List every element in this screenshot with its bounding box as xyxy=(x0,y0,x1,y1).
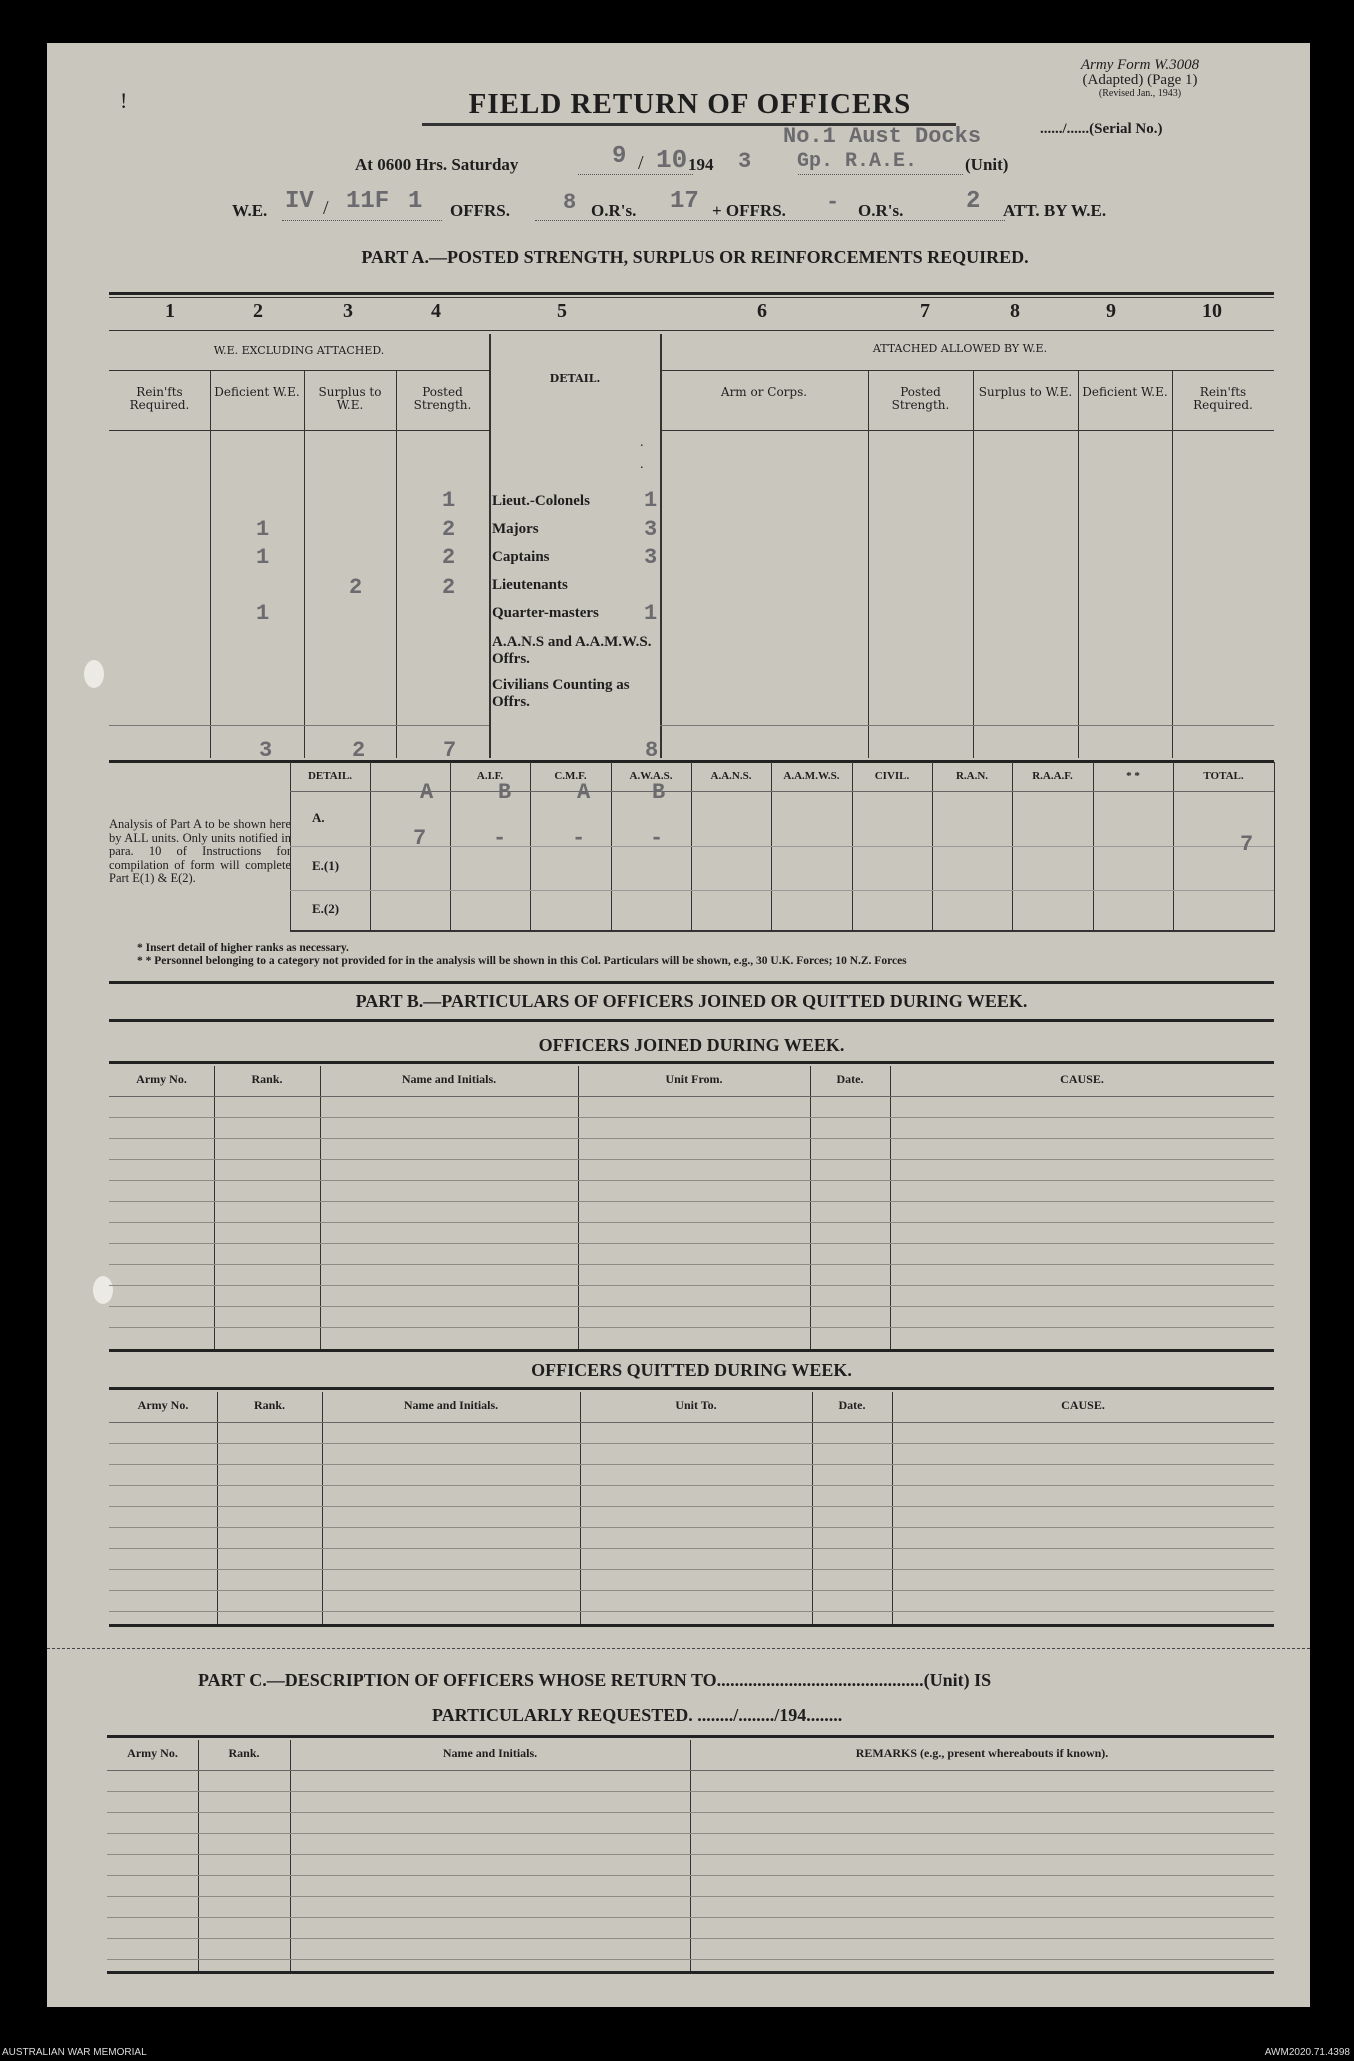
col-divider xyxy=(1078,370,1079,758)
analysis-header-rule xyxy=(290,791,1274,792)
col-divider xyxy=(304,370,305,758)
table-row-line xyxy=(109,1138,1274,1139)
posted-lieutenants: 2 xyxy=(442,575,456,600)
analysis-divider xyxy=(1274,762,1275,932)
column-number: 10 xyxy=(1202,300,1222,322)
rank-lieutenants: Lieutenants xyxy=(492,577,568,593)
posted-ltcol: 1 xyxy=(442,488,456,513)
group-left-label: W.E. EXCLUDING ATTACHED. xyxy=(213,344,385,357)
total-detail: 8 xyxy=(645,738,659,763)
punch-hole xyxy=(93,1276,113,1304)
year-prefix: 194 xyxy=(688,155,714,174)
table-header-rule xyxy=(109,1096,1274,1097)
form-adapted: (Adapted) (Page 1) xyxy=(1082,72,1198,88)
table-divider xyxy=(578,1066,579,1350)
analysis-value: - xyxy=(493,826,507,851)
col-divider xyxy=(489,334,491,758)
column-number: 9 xyxy=(1106,300,1116,322)
footnote-1: * Insert detail of higher ranks as necessary. xyxy=(137,942,349,954)
subtotal-rule xyxy=(109,725,489,726)
posted-majors: 2 xyxy=(442,517,456,542)
rank-aans: A.A.N.S and A.A.M.W.S. Offrs. xyxy=(492,634,652,667)
part-b-title: PART B.—PARTICULARS OF OFFICERS JOINED OR QUITTED DURING WEEK. xyxy=(355,991,1028,1011)
date-month: 10 xyxy=(656,145,688,175)
date-day: 9 xyxy=(612,143,627,170)
col-divider xyxy=(210,370,211,758)
analysis-divider xyxy=(932,762,933,932)
analysis-letter: B xyxy=(652,780,666,805)
column-number: 8 xyxy=(1010,300,1020,322)
plus-offrs-label: + OFFRS. xyxy=(712,201,786,220)
table-header: REMARKS (e.g., present whereabouts if known). xyxy=(855,1746,1109,1760)
we-dots xyxy=(282,220,442,221)
archive-credit: AUSTRALIAN WAR MEMORIAL xyxy=(2,2047,147,2058)
archive-id: AWM2020.71.4398 xyxy=(1264,2047,1350,2058)
analysis-divider xyxy=(290,762,291,932)
left-header-rule xyxy=(109,430,489,431)
year-digit: 3 xyxy=(738,149,752,174)
table-row-line xyxy=(109,1285,1274,1286)
analysis-header: R.A.N. xyxy=(955,770,989,782)
colnum-rule xyxy=(109,330,1274,331)
analysis-value: - xyxy=(572,826,586,851)
analysis-bottom-rule xyxy=(290,930,1274,932)
offrs-label: OFFRS. xyxy=(450,201,510,220)
we-value-a: IV xyxy=(285,188,314,215)
analysis-divider xyxy=(450,762,451,932)
column-header: Rein'fts Required. xyxy=(1193,385,1253,412)
right-header-rule xyxy=(660,430,1274,431)
rank-majors: Majors xyxy=(492,521,539,537)
ors2-value: 2 xyxy=(966,188,981,215)
table-row-line xyxy=(109,1201,1274,1202)
analysis-divider xyxy=(852,762,853,932)
table-header-rule xyxy=(109,1422,1274,1423)
analysis-divider xyxy=(530,762,531,932)
table-header: Name and Initials. xyxy=(401,1072,497,1086)
column-number: 4 xyxy=(431,300,441,322)
analysis-row-rule xyxy=(290,890,1274,891)
table-row-line xyxy=(107,1959,1274,1960)
table-row-line xyxy=(109,1485,1274,1486)
part-c-title: PART C.—DESCRIPTION OF OFFICERS WHOSE RETURN TO..............................................(Unit) IS xyxy=(198,1670,992,1690)
table-row-line xyxy=(107,1791,1274,1792)
analysis-divider xyxy=(691,762,692,932)
posted-captains: 2 xyxy=(442,545,456,570)
we-slash: / xyxy=(323,197,329,219)
table-divider xyxy=(214,1066,215,1350)
table-row-line xyxy=(109,1443,1274,1444)
quitted-title: OFFICERS QUITTED DURING WEEK. xyxy=(531,1360,852,1380)
column-header: Arm or Corps. xyxy=(720,385,808,399)
form-id xyxy=(1040,58,1240,100)
table-row-line xyxy=(109,1306,1274,1307)
left-group-rule xyxy=(109,370,489,371)
analysis-divider xyxy=(771,762,772,932)
table-header: Rank. xyxy=(251,1072,283,1086)
analysis-header: A.I.F. xyxy=(476,770,504,782)
dot-markers: . . xyxy=(640,435,644,472)
table-row-line xyxy=(109,1590,1274,1591)
quitted-bottom-rule xyxy=(109,1624,1274,1627)
rank-captains: Captains xyxy=(492,549,550,565)
analysis-header: A.W.A.S. xyxy=(629,770,673,782)
analysis-total: 7 xyxy=(1240,832,1254,857)
deficient-captains: 1 xyxy=(256,545,270,570)
col-divider xyxy=(1172,370,1173,758)
table-divider xyxy=(320,1066,321,1350)
table-header: CAUSE. xyxy=(1060,1072,1104,1086)
column-number: 2 xyxy=(253,300,263,322)
table-row-line xyxy=(109,1222,1274,1223)
table-row-line xyxy=(107,1938,1274,1939)
table-row-line xyxy=(109,1464,1274,1465)
unit-name: No.1 Aust Docks xyxy=(783,124,982,149)
right-group-rule xyxy=(660,370,1274,371)
table-row-line xyxy=(109,1117,1274,1118)
date-slash: / xyxy=(638,152,644,174)
column-header: Surplus to W.E. xyxy=(978,385,1073,399)
analysis-row-label: E.(2) xyxy=(312,901,340,916)
table-header: Army No. xyxy=(137,1398,189,1412)
column-header: Deficient W.E. xyxy=(214,385,300,399)
table-row-line xyxy=(109,1527,1274,1528)
column-number: 5 xyxy=(557,300,567,322)
analysis-note: Analysis of Part A to be shown here by ALL units. Only units notified in para. 10 of Instructions for compilation of form will complete Part E(1) & E(2). xyxy=(109,817,291,885)
table-row-line xyxy=(107,1917,1274,1918)
analysis-value: 7 xyxy=(413,826,427,851)
table-header: Army No. xyxy=(127,1746,178,1760)
quitted-top-rule xyxy=(109,1387,1274,1390)
table-header: Rank. xyxy=(253,1398,285,1412)
total-posted: 7 xyxy=(443,738,457,763)
part-c-bottom-rule xyxy=(107,1971,1274,1974)
table-header: Name and Initials. xyxy=(403,1398,499,1412)
analysis-divider xyxy=(370,762,371,932)
table-row-line xyxy=(109,1506,1274,1507)
column-header: Deficient W.E. xyxy=(1082,385,1168,399)
col-divider xyxy=(868,370,869,758)
table-header: Unit To. xyxy=(675,1398,717,1412)
table-row-line xyxy=(107,1896,1274,1897)
we-value-b: 11F xyxy=(346,188,390,215)
column-header: Posted Strength. xyxy=(413,385,472,412)
unit-line xyxy=(798,174,963,175)
column-header: Surplus to W.E. xyxy=(318,385,382,412)
table-row-line xyxy=(107,1875,1274,1876)
analysis-row-label: A. xyxy=(312,810,325,825)
table-row-line xyxy=(109,1243,1274,1244)
surplus-lieutenants: 2 xyxy=(349,575,363,600)
deficient-qm: 1 xyxy=(256,601,270,626)
detail-qm: 1 xyxy=(644,601,658,626)
punch-hole xyxy=(84,660,104,688)
joined-title: OFFICERS JOINED DURING WEEK. xyxy=(538,1035,845,1055)
table-header: CAUSE. xyxy=(1061,1398,1105,1412)
analysis-header: CIVIL. xyxy=(874,770,910,782)
col-divider xyxy=(973,370,974,758)
total-surplus: 2 xyxy=(352,738,366,763)
joined-top-rule xyxy=(109,1061,1274,1064)
analysis-header: DETAIL. xyxy=(307,770,353,782)
form-number: Army Form W.3008 xyxy=(1080,57,1200,73)
analysis-header: A.A.N.S. xyxy=(710,770,752,782)
table-row-line xyxy=(109,1159,1274,1160)
ors-label: O.R's. xyxy=(591,201,637,220)
table-row-line xyxy=(107,1854,1274,1855)
table-row-line xyxy=(107,1833,1274,1834)
table-header: Army No. xyxy=(136,1072,187,1086)
column-number: 1 xyxy=(165,300,175,322)
part-c-top-rule xyxy=(107,1735,1274,1738)
joined-bottom-rule xyxy=(109,1349,1274,1352)
we-line-dots xyxy=(535,220,1005,221)
column-number: 7 xyxy=(920,300,930,322)
total-deficient: 3 xyxy=(259,738,273,763)
subtotal-rule-right xyxy=(660,725,1274,726)
ors-value: 17 xyxy=(670,188,699,215)
table-divider xyxy=(810,1066,811,1350)
rank-quartermasters: Quarter-masters xyxy=(492,605,599,621)
analysis-header: R.A.A.F. xyxy=(1032,770,1073,782)
analysis-value: - xyxy=(650,826,664,851)
form-revised: (Revised Jan., 1943) xyxy=(1098,88,1182,99)
plus-offrs-value: - xyxy=(826,190,840,215)
table-row-line xyxy=(109,1548,1274,1549)
detail-captains: 3 xyxy=(644,545,658,570)
unit-suffix: (Unit) xyxy=(965,155,1009,174)
rank-civilians: Civilians Counting as Offrs. xyxy=(492,677,630,710)
column-header: Posted Strength. xyxy=(891,385,950,412)
att-label: ATT. BY W.E. xyxy=(1003,201,1107,220)
table-row-line xyxy=(109,1264,1274,1265)
analysis-row-rule xyxy=(290,846,1274,847)
table-row-line xyxy=(109,1569,1274,1570)
table-row-line xyxy=(109,1180,1274,1181)
group-right-label: ATTACHED ALLOWED BY W.E. xyxy=(872,342,1048,355)
deficient-majors: 1 xyxy=(256,517,270,542)
analysis-header: A.A.M.W.S. xyxy=(783,770,840,782)
rank-lt-colonels: Lieut.-Colonels xyxy=(492,493,590,509)
analysis-letter: A xyxy=(577,780,591,805)
analysis-header: * * xyxy=(1126,770,1140,782)
detail-ltcol: 1 xyxy=(644,488,658,513)
page-title: FIELD RETURN OF OFFICERS xyxy=(468,88,912,120)
unit-group: Gp. R.A.E. xyxy=(797,150,918,173)
analysis-divider xyxy=(1093,762,1094,932)
column-header: Rein'fts Required. xyxy=(129,385,190,412)
we-label: W.E. xyxy=(232,201,268,220)
table-header-rule xyxy=(107,1770,1274,1771)
part-c-requested: PARTICULARLY REQUESTED. ......../......../194........ xyxy=(432,1705,843,1725)
date-prefix: At 0600 Hrs. Saturday xyxy=(355,155,519,174)
table-row-line xyxy=(107,1812,1274,1813)
column-number: 3 xyxy=(343,300,353,322)
analysis-letter: A xyxy=(420,780,434,805)
analysis-divider xyxy=(611,762,612,932)
table-divider xyxy=(890,1066,891,1350)
corner-mark: ! xyxy=(120,88,128,113)
col-divider xyxy=(396,370,397,758)
analysis-header: TOTAL. xyxy=(1203,770,1244,782)
detail-header: DETAIL. xyxy=(549,372,601,385)
table-header: Unit From. xyxy=(665,1072,723,1086)
table-row-line xyxy=(109,1327,1274,1328)
table-header: Date. xyxy=(838,1398,866,1412)
part-a-top-rule-2 xyxy=(109,297,1274,298)
we-value-c: 1 xyxy=(408,188,423,215)
ors2-label: O.R's. xyxy=(858,201,904,220)
table-row-line xyxy=(109,1611,1274,1612)
table-header: Rank. xyxy=(228,1746,260,1760)
column-number: 6 xyxy=(757,300,767,322)
part-b-top-rule xyxy=(109,981,1274,984)
analysis-row-label: E.(1) xyxy=(312,858,340,873)
offrs-value: 8 xyxy=(563,190,577,215)
table-header: Name and Initials. xyxy=(442,1746,538,1760)
analysis-divider xyxy=(1173,762,1174,932)
table-header: Date. xyxy=(836,1072,864,1086)
detail-majors: 3 xyxy=(644,517,658,542)
footnote-2: * * Personnel belonging to a category not provided for in the analysis will be shown in this Col. Particulars will be shown, e.g., 30 U.K. Forces; 10 N.Z. Forces xyxy=(137,955,907,967)
part-a-top-rule xyxy=(109,292,1274,295)
analysis-letter: B xyxy=(498,780,512,805)
serial-number: ....../......(Serial No.) xyxy=(1040,121,1163,137)
analysis-header: C.M.F. xyxy=(554,770,587,782)
cut-line xyxy=(47,1648,1310,1649)
part-a-title: PART A.—POSTED STRENGTH, SURPLUS OR REINFORCEMENTS REQUIRED. xyxy=(361,247,1029,267)
part-b-rule xyxy=(109,1019,1274,1022)
analysis-divider xyxy=(1012,762,1013,932)
